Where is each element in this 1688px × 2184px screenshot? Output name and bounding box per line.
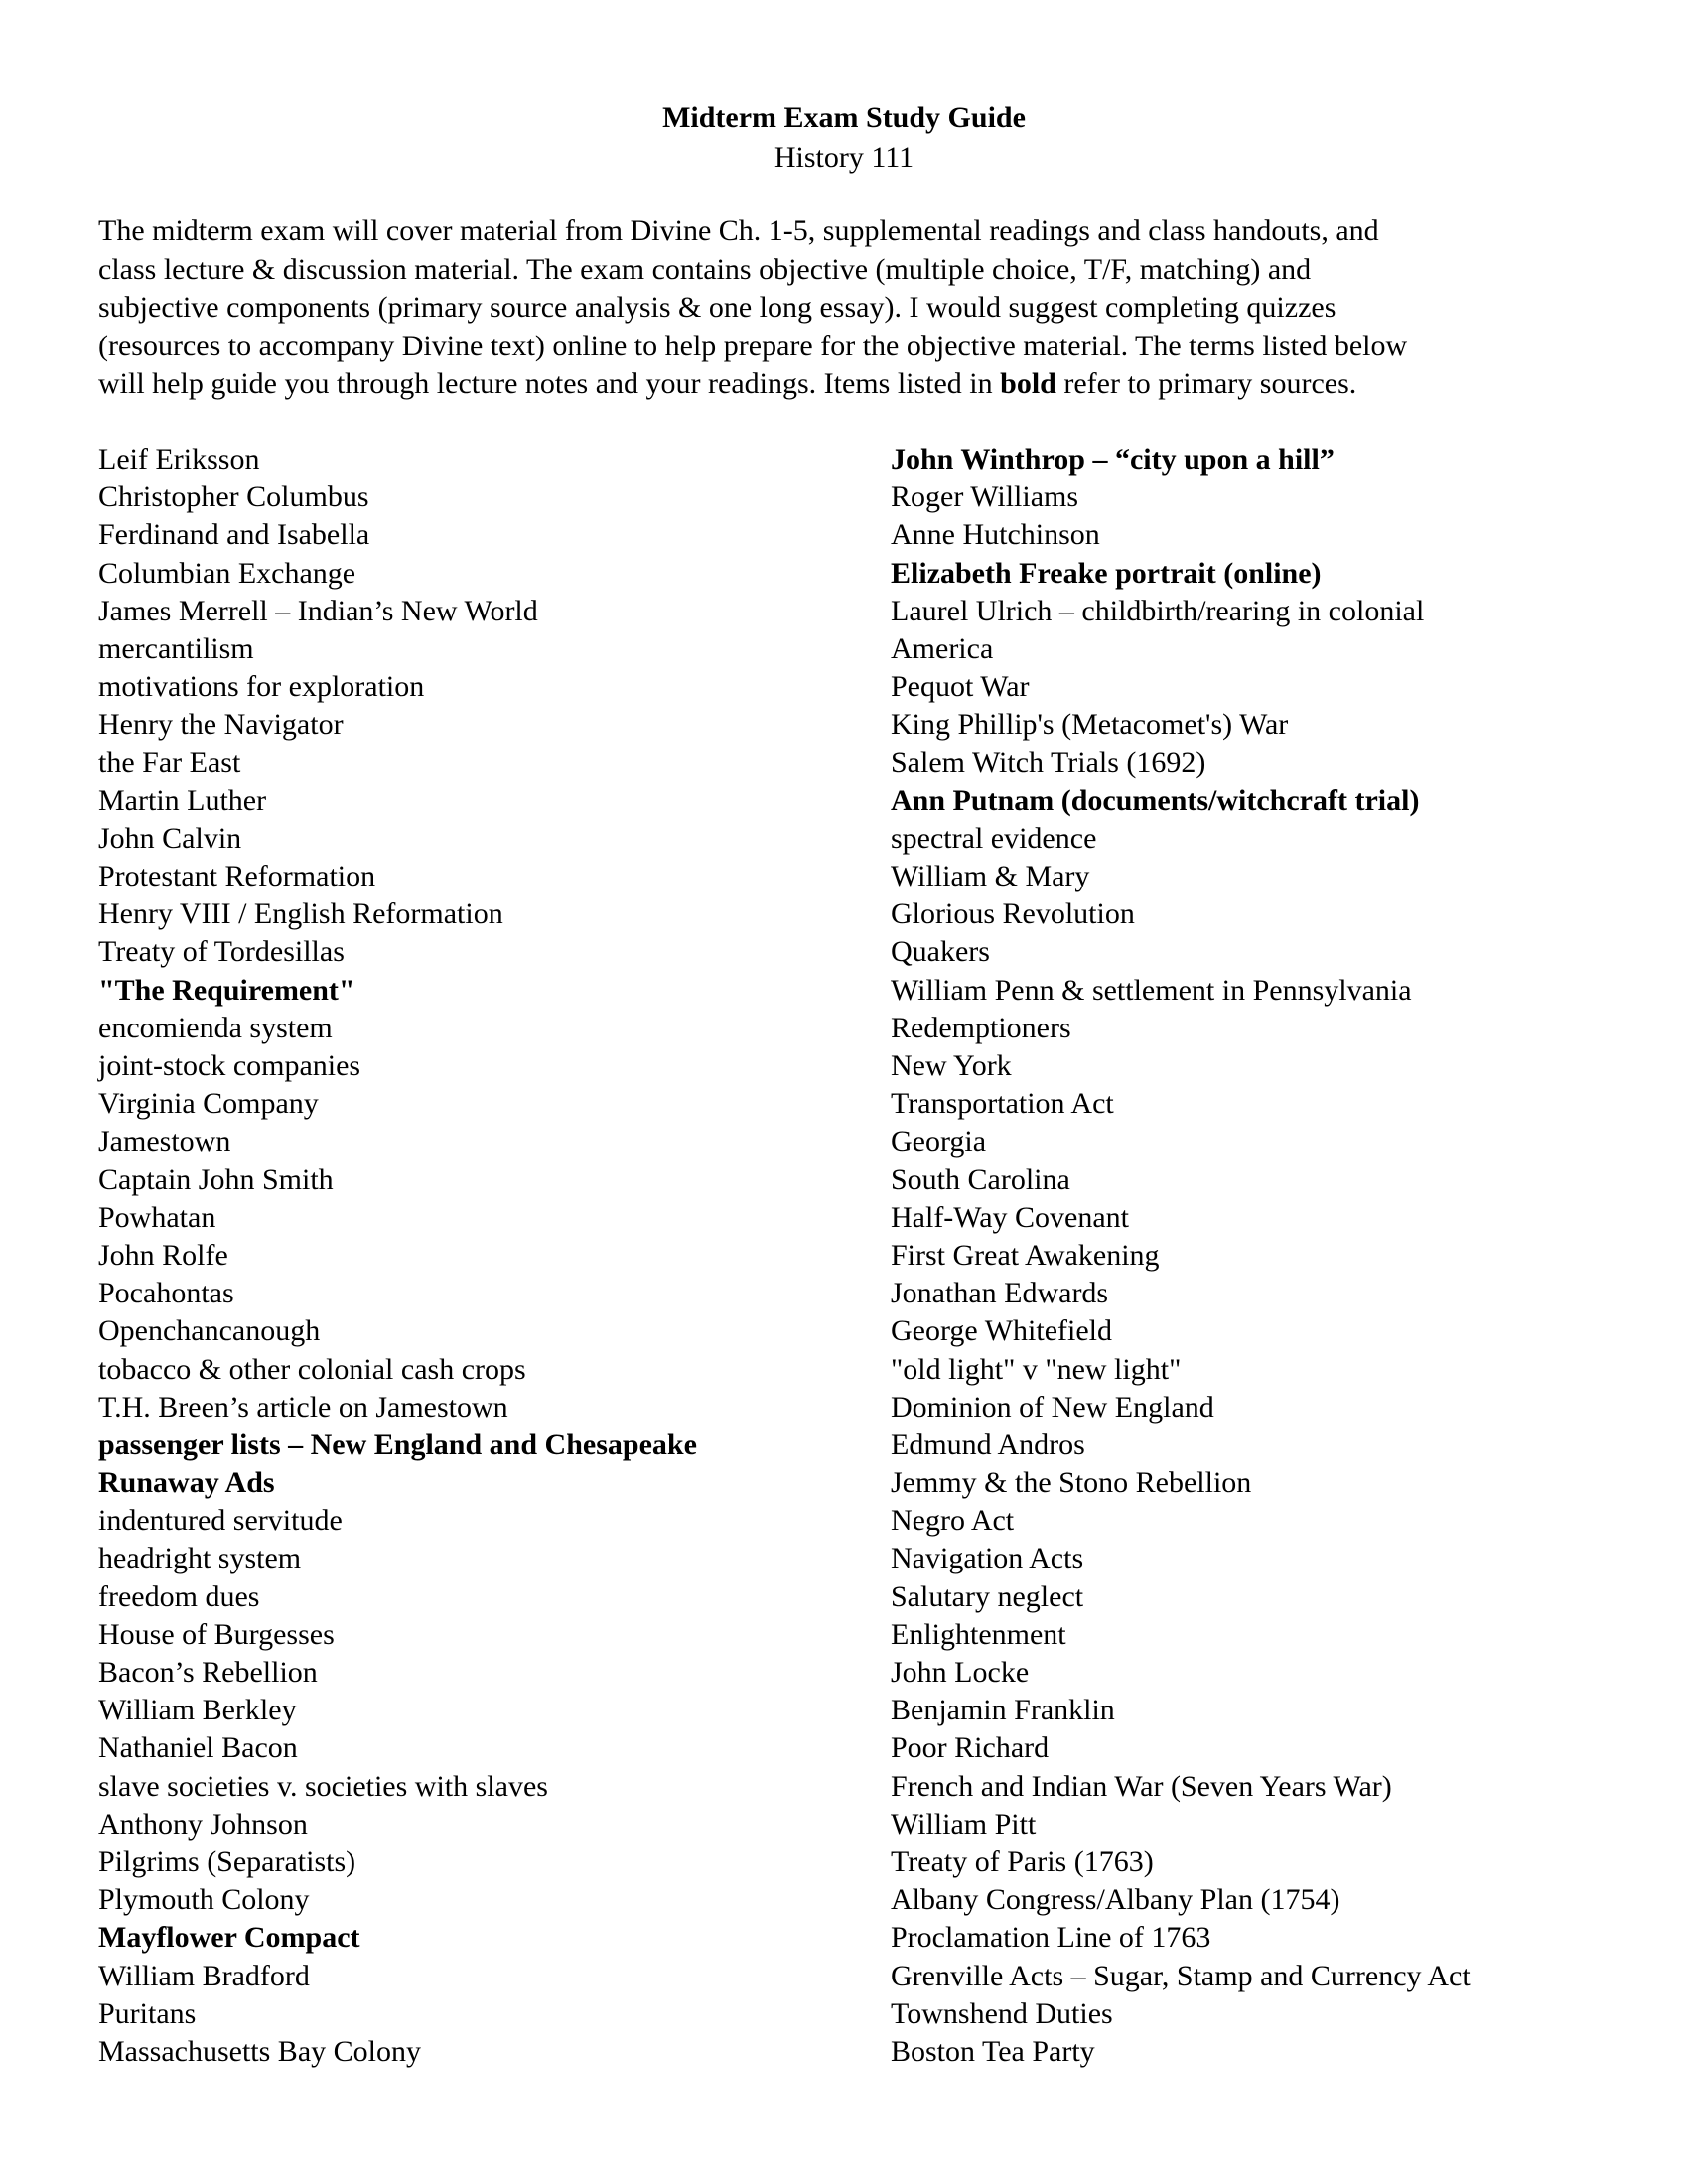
study-term: Mayflower Compact xyxy=(98,1921,360,1955)
intro-bold-word: bold xyxy=(1000,367,1056,400)
study-term: Christopher Columbus xyxy=(98,480,369,514)
intro-line-last xyxy=(98,365,1598,404)
study-term: Georgia xyxy=(891,1125,987,1159)
study-term: T.H. Breen’s article on Jamestown xyxy=(98,1390,508,1424)
study-term: Salem Witch Trials (1692) xyxy=(891,746,1206,779)
intro-paragraph xyxy=(98,212,1598,404)
study-term: passenger lists – New England and Chesapeake xyxy=(98,1428,697,1461)
study-term: Anne Hutchinson xyxy=(891,518,1100,552)
study-term: Jamestown xyxy=(98,1125,231,1159)
study-term: Captain John Smith xyxy=(98,1162,334,1196)
study-term: Pocahontas xyxy=(98,1277,234,1310)
study-term: Virginia Company xyxy=(98,1087,319,1121)
study-term: Openchancanough xyxy=(98,1314,321,1348)
intro-text: refer to primary sources. xyxy=(1055,367,1357,400)
study-term: Salutary neglect xyxy=(891,1579,1084,1613)
study-term: Laurel Ulrich – childbirth/rearing in colonial xyxy=(891,594,1425,627)
intro-text: will help guide you through lecture notes and your readings. Items listed in xyxy=(98,367,1001,400)
study-term: Leif Eriksson xyxy=(98,443,260,476)
study-term: Treaty of Tordesillas xyxy=(98,935,345,969)
study-term: House of Burgesses xyxy=(98,1617,335,1651)
study-term: John Winthrop – “city upon a hill” xyxy=(891,443,1335,476)
study-term: First Great Awakening xyxy=(891,1238,1160,1272)
intro-line: subjective components (primary source analysis & one long essay). I would suggest completing quizzes xyxy=(98,291,1336,324)
page-title: Midterm Exam Study Guide xyxy=(662,101,1026,134)
study-term: John Rolfe xyxy=(98,1238,228,1272)
study-term: spectral evidence xyxy=(891,821,1097,855)
study-term: Powhatan xyxy=(98,1200,216,1234)
intro-line: (resources to accompany Divine text) online to help prepare for the objective material. The terms listed below xyxy=(98,329,1408,362)
study-term: John Calvin xyxy=(98,821,242,855)
study-term: Navigation Acts xyxy=(891,1542,1084,1575)
study-term: Redemptioners xyxy=(891,1011,1071,1044)
study-term: Albany Congress/Albany Plan (1754) xyxy=(891,1883,1340,1917)
study-term: William Bradford xyxy=(98,1959,310,1992)
study-term: slave societies v. societies with slaves xyxy=(98,1769,548,1803)
study-term: William & Mary xyxy=(891,860,1090,893)
study-term: Pilgrims (Separatists) xyxy=(98,1844,356,1878)
study-term: Plymouth Colony xyxy=(98,1883,310,1917)
study-term: New York xyxy=(891,1049,1012,1082)
study-term: George Whitefield xyxy=(891,1314,1112,1348)
study-term: indentured servitude xyxy=(98,1504,343,1538)
study-term: the Far East xyxy=(98,746,241,779)
study-term: "The Requirement" xyxy=(98,973,355,1007)
study-term: Roger Williams xyxy=(891,480,1079,514)
study-term: Protestant Reformation xyxy=(98,860,376,893)
study-term: Nathaniel Bacon xyxy=(98,1731,298,1765)
study-term: motivations for exploration xyxy=(98,670,425,704)
study-term: encomienda system xyxy=(98,1011,333,1044)
study-term: Treaty of Paris (1763) xyxy=(891,1844,1154,1878)
study-term: Half-Way Covenant xyxy=(891,1200,1129,1234)
study-term: John Locke xyxy=(891,1656,1030,1689)
study-term: Boston Tea Party xyxy=(891,2034,1095,2068)
study-term: Quakers xyxy=(891,935,990,969)
study-term: Ann Putnam (documents/witchcraft trial) xyxy=(891,783,1420,817)
study-term: William Pitt xyxy=(891,1807,1037,1841)
study-term: tobacco & other colonial cash crops xyxy=(98,1352,526,1386)
study-term: Edmund Andros xyxy=(891,1428,1085,1461)
study-term: Jemmy & the Stono Rebellion xyxy=(891,1466,1252,1500)
study-term: Glorious Revolution xyxy=(891,897,1135,931)
study-term: Puritans xyxy=(98,1996,197,2030)
study-term: King Phillip's (Metacomet's) War xyxy=(891,708,1289,742)
study-term: Pequot War xyxy=(891,670,1030,704)
study-term: William Penn & settlement in Pennsylvania xyxy=(891,973,1412,1007)
study-term: Grenville Acts – Sugar, Stamp and Currency Act xyxy=(891,1959,1471,1992)
study-term: Martin Luther xyxy=(98,783,267,817)
intro-line: class lecture & discussion material. The exam contains objective (multiple choice, T/F, matching) and xyxy=(98,252,1312,286)
study-term: Anthony Johnson xyxy=(98,1807,308,1841)
study-term: freedom dues xyxy=(98,1579,260,1613)
study-term: James Merrell – Indian’s New World xyxy=(98,594,538,627)
study-term: Jonathan Edwards xyxy=(891,1277,1109,1310)
study-term: William Berkley xyxy=(98,1694,297,1727)
study-term: Negro Act xyxy=(891,1504,1015,1538)
course-subtitle: History 111 xyxy=(774,141,914,174)
study-term: Benjamin Franklin xyxy=(891,1694,1115,1727)
study-term: Runaway Ads xyxy=(98,1466,275,1500)
study-term: Enlightenment xyxy=(891,1617,1066,1651)
study-term: America xyxy=(891,631,994,665)
study-term: Bacon’s Rebellion xyxy=(98,1656,318,1689)
study-term: Proclamation Line of 1763 xyxy=(891,1921,1211,1955)
study-term: joint-stock companies xyxy=(98,1049,361,1082)
study-term: Dominion of New England xyxy=(891,1390,1214,1424)
study-term: mercantilism xyxy=(98,631,254,665)
study-term: headright system xyxy=(98,1542,302,1575)
study-term: French and Indian War (Seven Years War) xyxy=(891,1769,1392,1803)
study-term: Transportation Act xyxy=(891,1087,1114,1121)
study-term: Ferdinand and Isabella xyxy=(98,518,370,552)
study-term: Poor Richard xyxy=(891,1731,1050,1765)
study-term: South Carolina xyxy=(891,1162,1070,1196)
study-term: "old light" v "new light" xyxy=(891,1352,1182,1386)
study-term: Columbian Exchange xyxy=(98,556,356,590)
study-term: Townshend Duties xyxy=(891,1996,1113,2030)
study-term: Henry VIII / English Reformation xyxy=(98,897,503,931)
study-term: Massachusetts Bay Colony xyxy=(98,2034,421,2068)
study-term: Elizabeth Freake portrait (online) xyxy=(891,556,1322,590)
intro-line: The midterm exam will cover material from Divine Ch. 1-5, supplemental readings and class handouts, and xyxy=(98,214,1379,247)
terms-list-left xyxy=(98,441,853,2071)
study-term: Henry the Navigator xyxy=(98,708,344,742)
terms-list-right xyxy=(891,441,1665,2071)
